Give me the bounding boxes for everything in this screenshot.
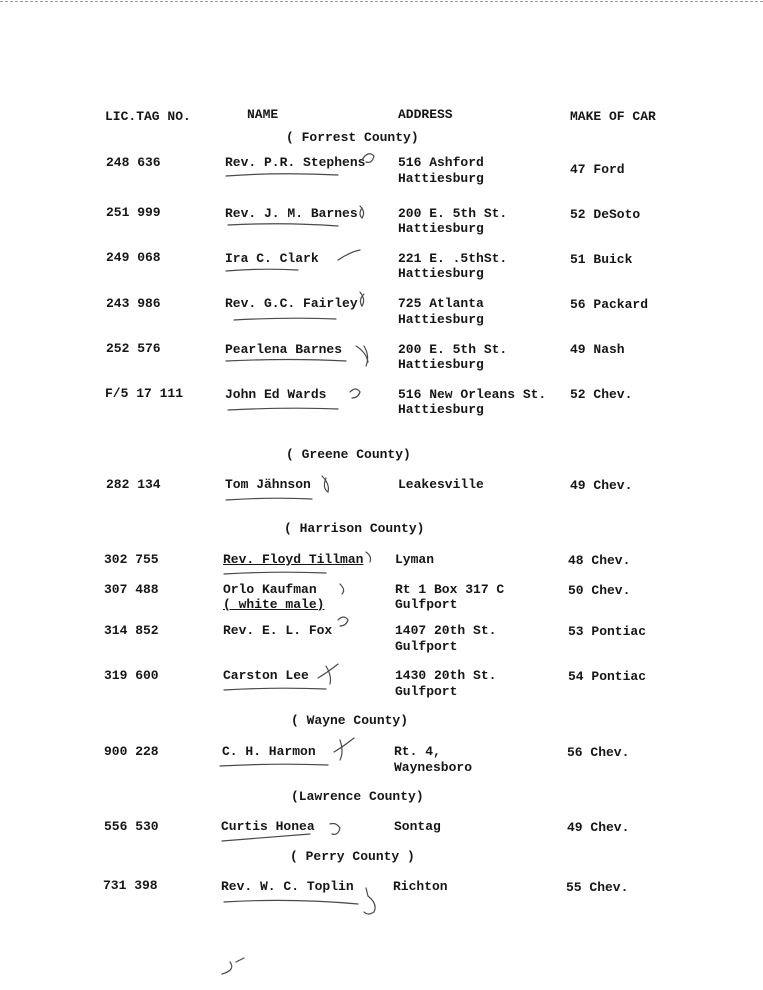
tag-number: 282 134: [106, 477, 161, 492]
person-name: Ira C. Clark: [225, 251, 319, 266]
car-make: 56 Chev.: [567, 745, 630, 760]
tag-number: 248 636: [106, 155, 161, 170]
person-name: Rev. Floyd Tillman: [223, 552, 364, 567]
address-line-1: 725 Atlanta: [398, 296, 484, 311]
check-mark: [366, 552, 371, 562]
address-line-1: 200 E. 5th St.: [398, 206, 508, 221]
check-mark: [350, 389, 360, 398]
pen-underline: [224, 572, 326, 574]
car-make: 56 Packard: [570, 297, 649, 312]
check-mark: [360, 292, 364, 306]
address-line-1: 1430 20th St.: [395, 668, 497, 683]
car-make: 53 Pontiac: [568, 624, 647, 639]
car-make: 49 Chev.: [570, 478, 633, 493]
address-line-1: 1407 20th St.: [395, 623, 497, 638]
tag-number: 302 755: [104, 552, 159, 567]
pen-underline: [222, 834, 310, 841]
address-line-1: 200 E. 5th St.: [398, 342, 508, 357]
car-make: 52 DeSoto: [570, 207, 641, 222]
address-line-1: Rt. 4,: [394, 744, 441, 759]
person-name: Curtis Honea: [221, 819, 315, 834]
person-note: ( white male): [223, 597, 325, 612]
car-make: 51 Buick: [570, 252, 633, 267]
address-line-1: 221 E. .5thSt.: [398, 251, 508, 266]
check-mark: [340, 584, 344, 594]
address-line-2: Hattiesburg: [398, 171, 484, 186]
address-line-1: Sontag: [394, 819, 441, 834]
car-make: 55 Chev.: [566, 880, 629, 895]
pen-underline: [226, 174, 338, 176]
person-name: Rev. J. M. Barnes: [225, 206, 358, 221]
county-heading-greene: ( Greene County): [286, 447, 411, 462]
address-line-2: Waynesboro: [394, 760, 473, 775]
car-make: 49 Nash: [570, 342, 625, 357]
car-make: 48 Chev.: [568, 553, 631, 568]
tag-number: 252 576: [106, 341, 161, 356]
address-line-2: Hattiesburg: [398, 266, 484, 281]
check-mark: [360, 206, 364, 218]
header-tag-no: LIC.TAG NO.: [105, 109, 191, 124]
tag-number: 251 999: [106, 205, 161, 220]
car-make: 54 Pontiac: [568, 669, 647, 684]
tag-number: 731 398: [103, 878, 158, 893]
person-name: Orlo Kaufman: [223, 582, 317, 597]
check-mark: [318, 664, 338, 684]
address-line-1: Richton: [393, 879, 448, 894]
address-line-2: Gulfport: [395, 639, 458, 654]
address-line-2: Gulfport: [395, 597, 458, 612]
pen-underline: [228, 408, 338, 410]
check-mark: [334, 738, 354, 760]
header-name: NAME: [247, 107, 279, 122]
address-line-1: Leakesville: [398, 477, 484, 492]
car-make: 52 Chev.: [570, 387, 633, 402]
address-line-1: 516 New Orleans St.: [398, 387, 547, 402]
address-line-1: Lyman: [395, 552, 435, 567]
tag-number: 307 488: [104, 582, 159, 597]
tag-number: 249 068: [106, 250, 161, 265]
car-make: 49 Chev.: [567, 820, 630, 835]
pen-underline: [226, 269, 298, 271]
person-name: Carston Lee: [223, 668, 309, 683]
address-line-2: Hattiesburg: [398, 357, 484, 372]
header-address: ADDRESS: [398, 107, 453, 122]
check-mark: [362, 154, 374, 163]
check-mark: [330, 824, 340, 835]
county-heading-harrison: ( Harrison County): [284, 521, 425, 536]
pen-underline: [226, 360, 346, 362]
address-line-2: Hattiesburg: [398, 221, 484, 236]
address-line-2: Gulfport: [395, 684, 458, 699]
tag-number: 900 228: [104, 744, 159, 759]
check-mark: [322, 476, 328, 492]
pen-underline: [224, 688, 326, 690]
check-mark: [338, 250, 360, 260]
tag-number: F/5 17 111: [105, 386, 184, 401]
person-name: Rev. W. C. Toplin: [221, 879, 354, 894]
county-heading-lawrence: (Lawrence County): [291, 789, 424, 804]
address-line-1: 516 Ashford: [398, 155, 484, 170]
person-name: C. H. Harmon: [222, 744, 316, 759]
address-line-2: Hattiesburg: [398, 312, 484, 327]
car-make: 50 Chev.: [568, 583, 631, 598]
tag-number: 319 600: [104, 668, 159, 683]
pen-underline: [224, 900, 358, 904]
person-name: Rev. E. L. Fox: [223, 623, 333, 638]
tag-number: 556 530: [104, 819, 159, 834]
county-heading-perry: ( Perry County ): [290, 849, 415, 864]
tag-number: 314 852: [104, 623, 159, 638]
county-heading-forrest: ( Forrest County): [286, 130, 419, 145]
county-heading-wayne: ( Wayne County): [291, 713, 409, 728]
pen-underline: [220, 764, 328, 766]
person-name: Pearlena Barnes: [225, 342, 343, 357]
header-make-of-car: MAKE OF CAR: [570, 109, 656, 124]
tag-number: 243 986: [106, 296, 161, 311]
pen-underline: [226, 498, 312, 500]
address-line-1: Rt 1 Box 317 C: [395, 582, 505, 597]
person-name: Rev. P.R. Stephens: [225, 155, 366, 170]
pen-underline: [234, 318, 336, 320]
check-mark: [356, 346, 368, 366]
pen-underline: [228, 224, 338, 226]
check-mark: [364, 888, 375, 914]
person-name: Tom Jähnson: [225, 477, 311, 492]
address-line-2: Hattiesburg: [398, 402, 484, 417]
pen-mark: [222, 958, 244, 974]
person-name: John Ed Wards: [225, 387, 327, 402]
person-name: Rev. G.C. Fairley: [225, 296, 358, 311]
check-mark: [338, 617, 348, 626]
car-make: 47 Ford: [570, 162, 625, 177]
